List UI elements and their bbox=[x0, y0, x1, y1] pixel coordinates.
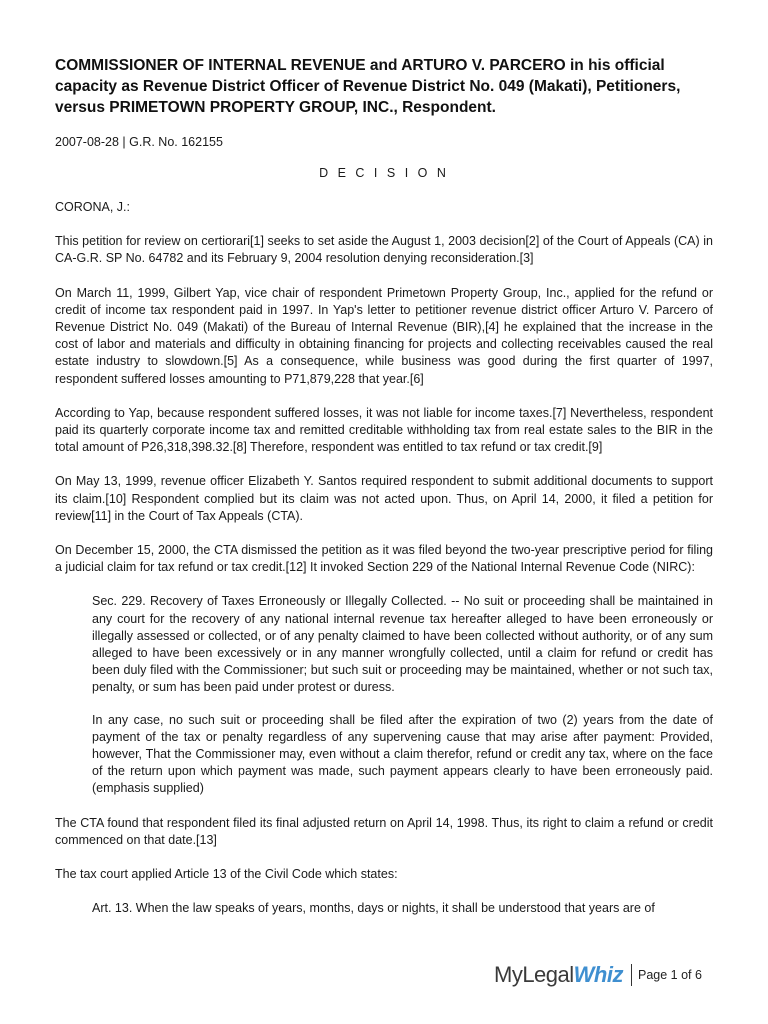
page-number: Page 1 of 6 bbox=[637, 968, 702, 982]
quoted-section: Sec. 229. Recovery of Taxes Erroneously or Illegally Collected. -- No suit or proceeding shall be maintained in any court for the recovery of any national internal revenue tax hereafter alleged to have been erroneously or illegally assessed or collected, or of any penalty claimed to have been collected without authority, or of any sum alleged to have been excessively or in any manner wrongfully collected, until a claim for refund or credit has been duly filed with the Commissioner; but such suit or proceeding may be maintained, whether or not such tax, penalty, or sum has been paid under protest or duress. bbox=[92, 594, 713, 695]
decision-heading: D E C I S I O N bbox=[319, 166, 449, 180]
paragraph: The tax court applied Article 13 of the Civil Code which states: bbox=[55, 867, 398, 882]
case-title: COMMISSIONER OF INTERNAL REVENUE and ARTURO V. PARCERO in his official capacity as Revenue District Officer of Revenue District No. 049 (Makati), Petitioners, versus PRIMETOWN PROPERTY GROUP, INC., Respondent. bbox=[55, 57, 681, 116]
footer-divider bbox=[631, 964, 632, 986]
logo-text-mylegal: MyLegal bbox=[494, 962, 574, 987]
paragraph: This petition for review on certiorari[1] seeks to set aside the August 1, 2003 decision[2] of the Court of Appeals (CA) in CA-G.R. SP No. 64782 and its February 9, 2004 resolution denying reconsideration.[3] bbox=[55, 234, 713, 266]
paragraph: On May 13, 1999, revenue officer Elizabeth Y. Santos required respondent to submit additional documents to support its claim.[10] Respondent complied but its claim was not acted upon. Thus, on April 14, 2000, it filed a petition for review[11] in the Court of Tax Appeals (CTA). bbox=[55, 474, 713, 523]
decision-body bbox=[55, 199, 713, 935]
page-footer bbox=[494, 960, 724, 990]
paragraph: On December 15, 2000, the CTA dismissed the petition as it was filed beyond the two-year prescriptive period for filing a judicial claim for tax refund or tax credit.[12] It invoked Section 229 of the National Internal Revenue Code (NIRC): bbox=[55, 543, 713, 575]
quoted-article: Art. 13. When the law speaks of years, months, days or nights, it shall be understood that years are of bbox=[92, 901, 655, 916]
paragraph: According to Yap, because respondent suffered losses, it was not liable for income taxes.[7] Nevertheless, respondent paid its quarterly corporate income tax and remitted creditable withholding tax from real estate sales to the BIR in the total amount of P26,318,398.32.[8] Therefore, respondent was entitled to tax refund or tax credit.[9] bbox=[55, 405, 713, 455]
paragraph: The CTA found that respondent filed its final adjusted return on April 14, 1998. Thus, its right to claim a refund or credit commenced on that date.[13] bbox=[55, 815, 713, 847]
quoted-section: In any case, no such suit or proceeding shall be filed after the expiration of two (2) years from the date of payment of the tax or penalty regardless of any supervening cause that may arise after payment: Provided, however, That the Commissioner may, even without a claim therefor, refund or credit any tax, where on the face of the return upon which payment was made, such payment appears clearly to have been erroneously paid. (emphasis supplied) bbox=[92, 712, 713, 796]
paragraph: On March 11, 1999, Gilbert Yap, vice chair of respondent Primetown Property Group, Inc., applied for the refund or credit of income tax respondent paid in 1997. In Yap's letter to petitioner revenue district officer Arturo V. Parcero of Revenue District No. 049 (Makati) of the Bureau of Internal Revenue (BIR),[4] he explained that the increase in the cost of labor and materials and difficulty in obtaining financing for projects and collecting receivables caused the real estate industry to slowdown.[5] As a consequence, while business was good during the first quarter of 1997, respondent suffered losses amounting to P71,879,228 that year.[6] bbox=[55, 285, 713, 386]
author-line: CORONA, J.: bbox=[55, 200, 131, 214]
logo-text-whiz: Whiz bbox=[573, 962, 623, 987]
mylegalwhiz-logo bbox=[494, 962, 623, 988]
case-date-and-number: 2007-08-28 | G.R. No. 162155 bbox=[55, 135, 223, 149]
